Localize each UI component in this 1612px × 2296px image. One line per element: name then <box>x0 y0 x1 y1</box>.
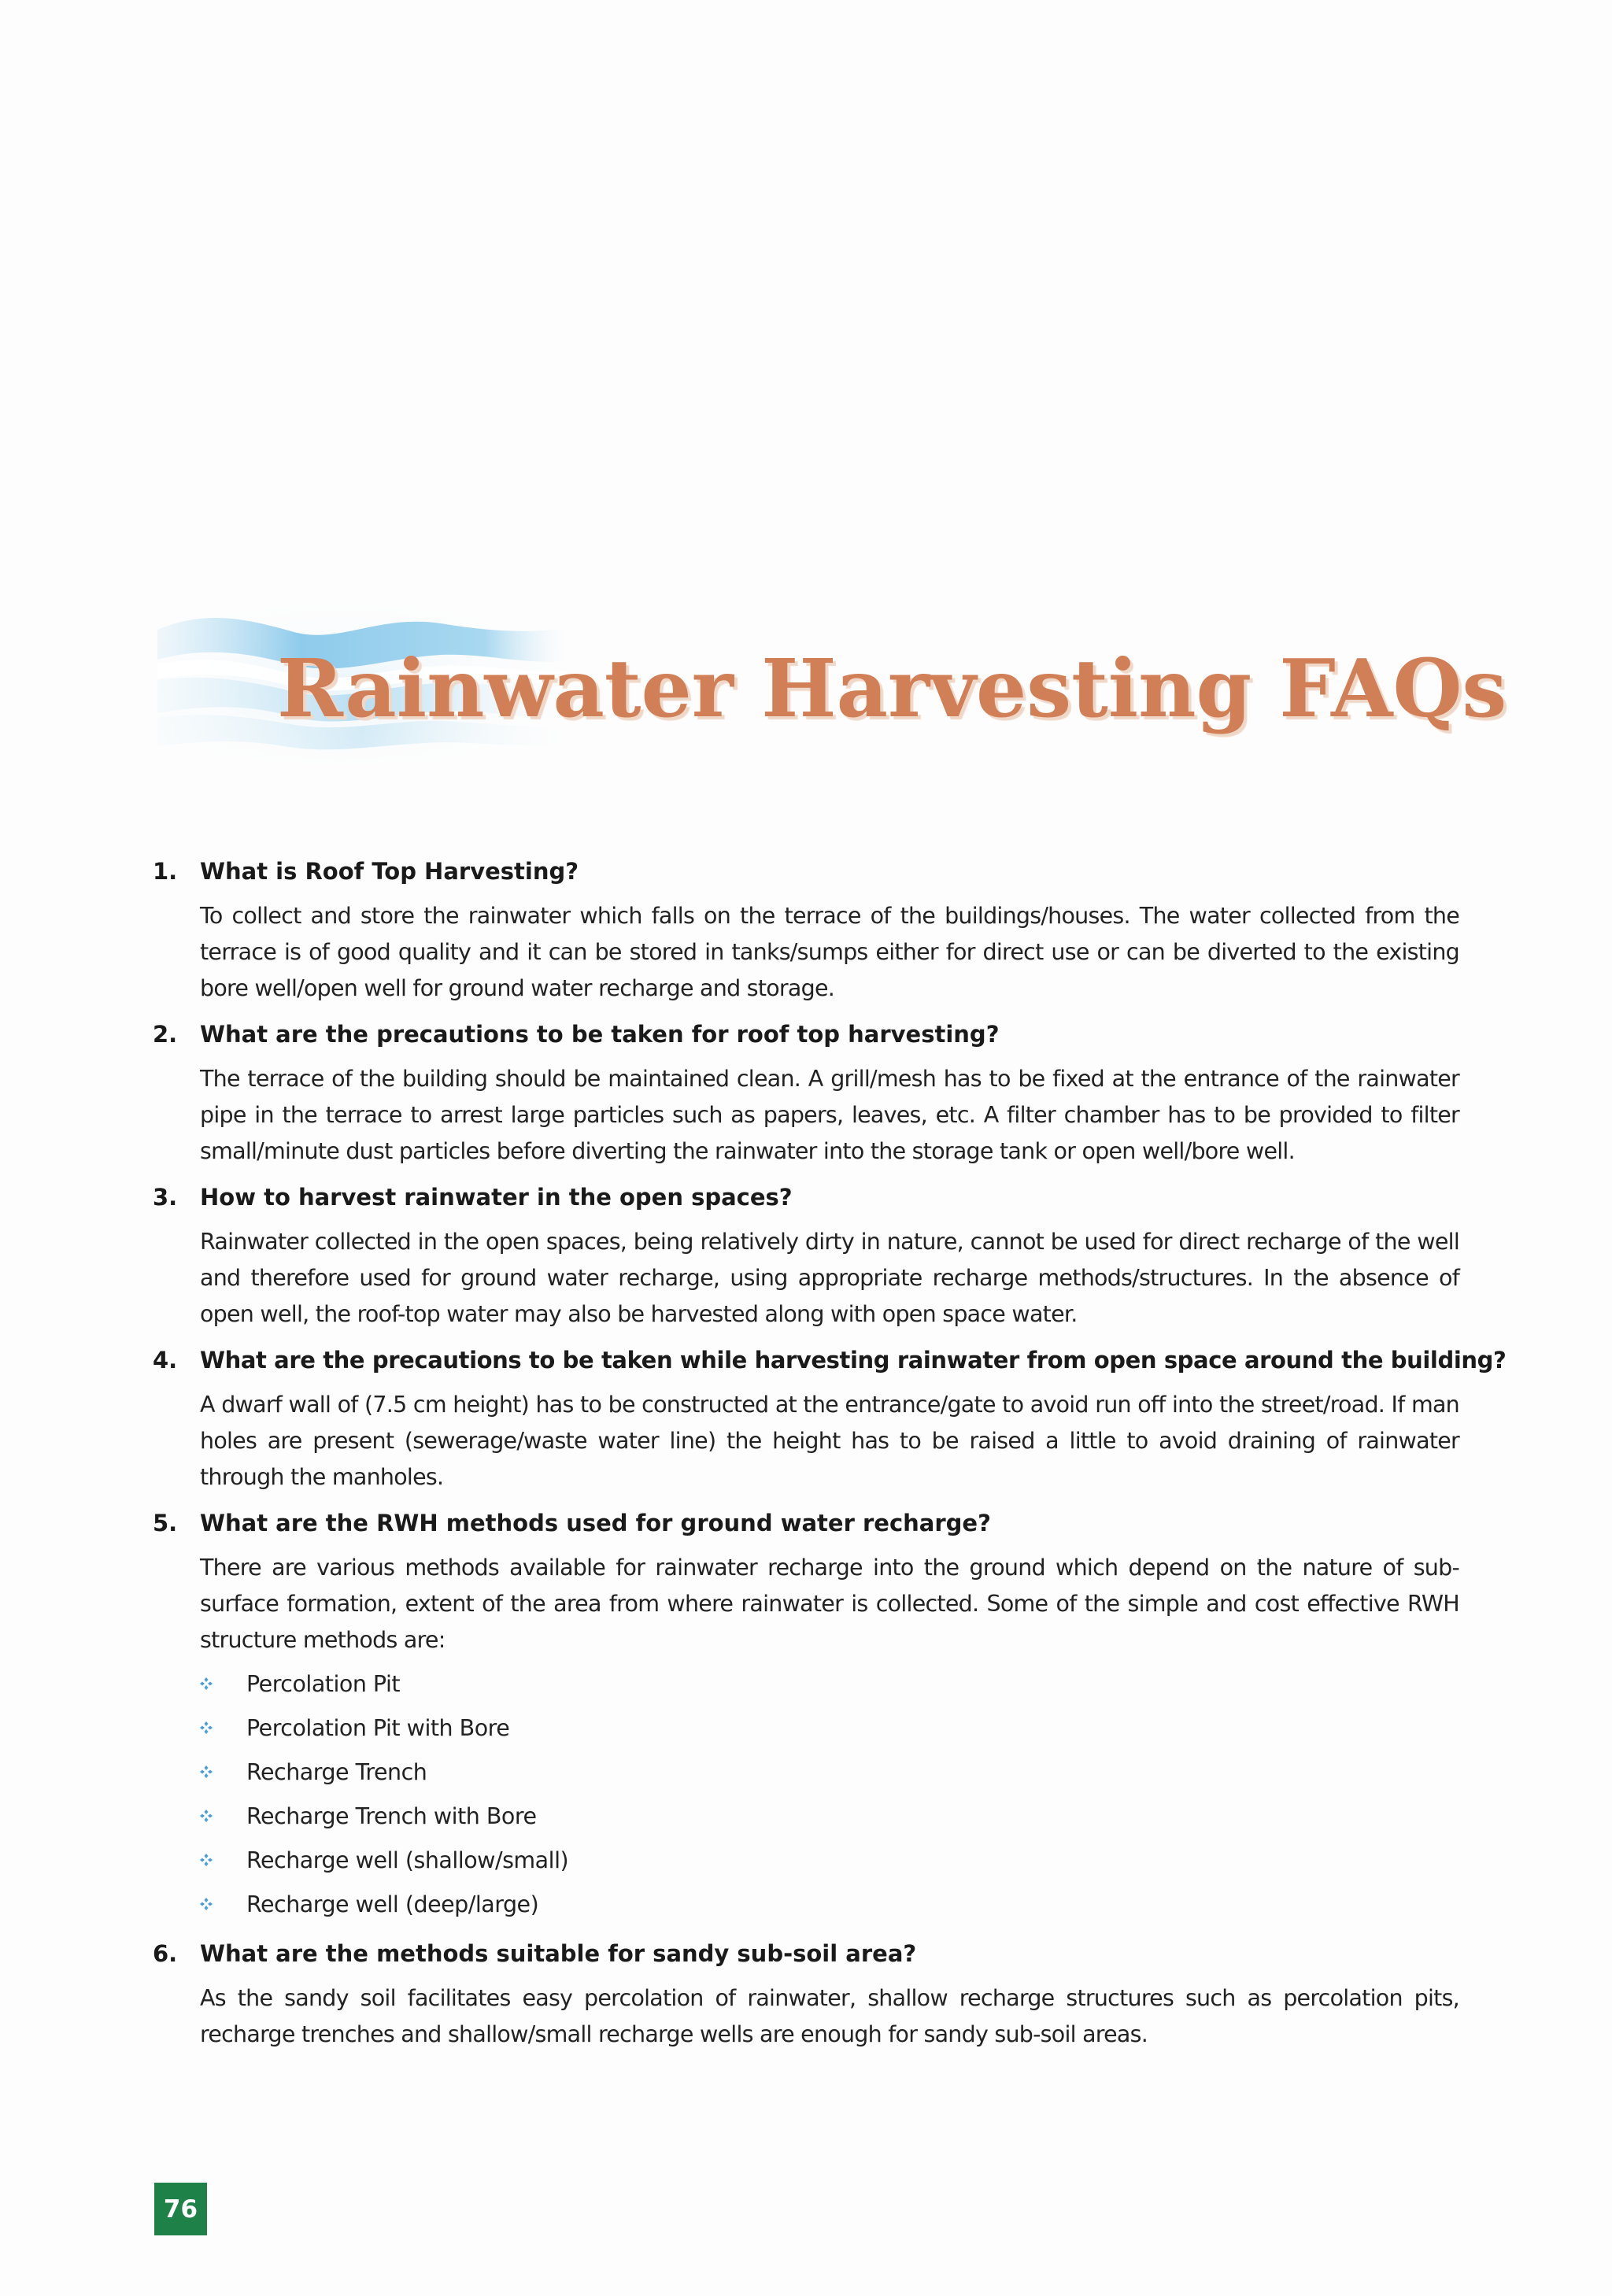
title-banner <box>157 606 1507 763</box>
list-item-text: Recharge well (deep/large) <box>246 1891 539 1917</box>
faq-item <box>153 855 1459 1007</box>
faq-number: 3. <box>153 1184 178 1211</box>
list-item <box>200 1794 1459 1838</box>
faq-number: 5. <box>153 1510 178 1536</box>
faq-question-text: How to harvest rainwater in the open spaces? <box>200 1184 793 1211</box>
list-item <box>200 1882 1459 1926</box>
faq-question <box>153 1507 1459 1540</box>
four-diamond-bullet-icon <box>200 1721 246 1734</box>
faq-question <box>153 1018 1459 1051</box>
list-item-text: Recharge Trench with Bore <box>246 1802 537 1829</box>
faq-answer: As the sandy soil facilitates easy percolation of rainwater, shallow recharge structures such as percolation pits, recharge trenches and shallow/small recharge wells are enough for sandy sub-soil areas. <box>200 1985 1459 2047</box>
faq-question-text: What are the precautions to be taken for roof top harvesting? <box>200 1021 1000 1048</box>
faq-number: 1. <box>153 858 178 885</box>
list-item-text: Recharge Trench <box>246 1758 427 1785</box>
faq-item <box>153 1181 1459 1333</box>
four-diamond-bullet-icon <box>200 1854 246 1866</box>
list-item <box>200 1750 1459 1794</box>
faq-question-text: What are the precautions to be taken while harvesting rainwater from open space around the building? <box>200 1347 1507 1374</box>
faq-question-text: What are the methods suitable for sandy sub-soil area? <box>200 1940 917 1967</box>
faq-item <box>153 1344 1507 1496</box>
faq-item <box>153 1507 1459 1926</box>
faq-number: 6. <box>153 1940 178 1967</box>
faq-answer: To collect and store the rainwater which falls on the terrace of the buildings/houses. The water collected from the terrace is of good quality and it can be stored in tanks/sumps either for direct use or can be diverted to the existing bore well/open well for ground water recharge and storage. <box>200 903 1459 1001</box>
faq-answer: A dwarf wall of (7.5 cm height) has to be constructed at the entrance/gate to avoid run off into the street/road. If man holes are present (sewerage/waste water line) the height has to be raised a little to avoid draining of rainwater through the manholes. <box>200 1392 1459 1490</box>
faq-question-text: What are the RWH methods used for ground water recharge? <box>200 1510 991 1536</box>
page-title: Rainwater Harvesting FAQs <box>277 641 1507 735</box>
list-item <box>200 1662 1459 1706</box>
faq-question-text: What is Roof Top Harvesting? <box>200 858 579 885</box>
faq-answer: There are various methods available for rainwater recharge into the ground which depend on the nature of sub-surface formation, extent of the area from where rainwater is collected. Some of the simple and cost effective RWH structure methods are: <box>200 1555 1459 1653</box>
faq-question <box>153 1344 1507 1377</box>
faq-question <box>153 1937 1459 1970</box>
list-item-text: Percolation Pit <box>246 1670 401 1697</box>
four-diamond-bullet-icon <box>200 1810 246 1822</box>
list-item-text: Recharge well (shallow/small) <box>246 1847 569 1873</box>
methods-list <box>200 1662 1459 1926</box>
faq-list <box>153 855 1507 2064</box>
faq-number: 4. <box>153 1347 178 1374</box>
page-number: 76 <box>154 2183 207 2235</box>
four-diamond-bullet-icon <box>200 1898 246 1910</box>
list-item <box>200 1838 1459 1882</box>
faq-number: 2. <box>153 1021 178 1048</box>
faq-item <box>153 1018 1459 1170</box>
list-item <box>200 1706 1459 1750</box>
faq-question <box>153 1181 1459 1214</box>
faq-item <box>153 1937 1459 2053</box>
faq-answer: The terrace of the building should be maintained clean. A grill/mesh has to be fixed at the entrance of the rainwater pipe in the terrace to arrest large particles such as papers, leaves, etc. A filter chamber has to be provided to filter small/minute dust particles before diverting the rainwater into the storage tank or open well/bore well. <box>200 1066 1459 1164</box>
four-diamond-bullet-icon <box>200 1765 246 1778</box>
list-item-text: Percolation Pit with Bore <box>246 1714 510 1741</box>
faq-question <box>153 855 1459 888</box>
faq-answer: Rainwater collected in the open spaces, being relatively dirty in nature, cannot be used for direct recharge of the well and therefore used for ground water recharge, using appropriate recharge methods/structures. In the absence of open well, the roof-top water may also be harvested along with open space water. <box>200 1229 1459 1327</box>
four-diamond-bullet-icon <box>200 1677 246 1690</box>
